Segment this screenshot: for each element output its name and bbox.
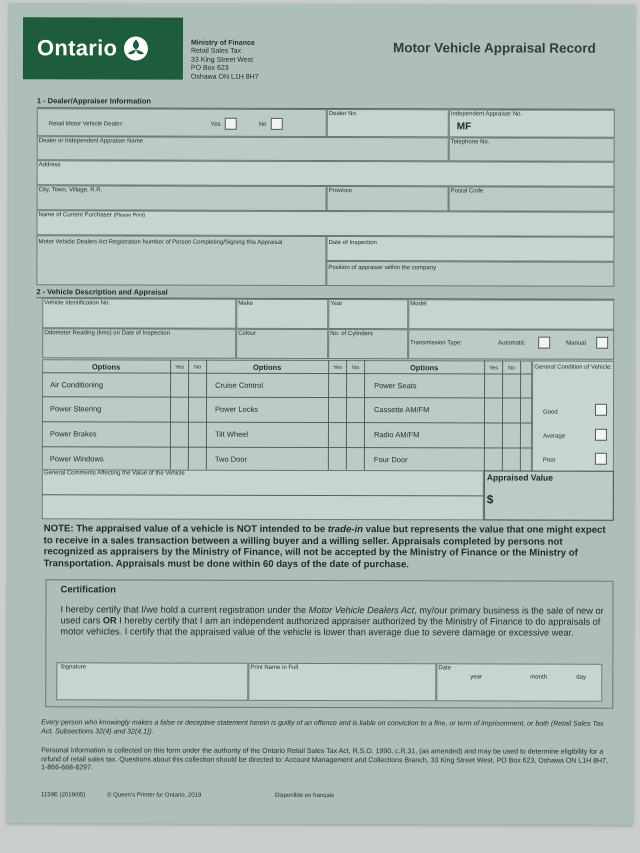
appraiser-position-label: Position of appraiser within the company (328, 265, 437, 272)
model-label: Model (410, 301, 427, 308)
address-label: Address (38, 162, 61, 169)
section1-title: 1 - Dealer/Appraiser Information (36, 96, 152, 106)
odometer-label: Odometer Reading (kms) on Date of Inspection (44, 330, 170, 337)
signature-label: Signature (60, 664, 87, 671)
no-header: No (194, 364, 202, 371)
options-header-2: Options (252, 362, 282, 372)
trillium-icon (123, 35, 149, 61)
no-header: No (352, 365, 360, 372)
address-line: Oshawa ON L1H 8H7 (190, 73, 259, 81)
registration-number-label: Motor Vehicle Dealers Act Registration Number of Person Completing/Signing this Appraisal (38, 239, 283, 246)
appraised-value-label: Appraised Value (486, 472, 553, 483)
option-power-seats: Power Seats (374, 381, 417, 391)
form-title: Motor Vehicle Appraisal Record (392, 40, 596, 56)
yes-header: Yes (333, 365, 343, 372)
print-name-label: Print Name in Full (250, 664, 299, 671)
make-label: Make (238, 300, 253, 307)
appraisal-note: NOTE: The appraised value of a vehicle is NOT intended to be trade-in value but represents the value that one might expect to receive in a sales transaction between a willing buyer and a willing seller. Appraisals completed by persons not recognized as appraisers by the Ministry of Finance, will not be accepted by the Ministry of Finance or the Ministry of Transportation. Appraisals must be done within 60 days of the date of purchase. (43, 523, 606, 571)
condition-poor-label: Poor (542, 457, 556, 464)
dealer-no-label: Dealer No. (328, 111, 358, 118)
option-power-locks: Power Locks (215, 404, 258, 414)
french-availability: Disponible en français (274, 792, 335, 800)
date-day-label: day (576, 674, 587, 681)
ministry-address (191, 40, 259, 82)
address-line: PO Box 623 (190, 64, 229, 72)
option-cruise-control: Cruise Control (215, 380, 264, 390)
option-power-brakes: Power Brakes (49, 429, 97, 439)
options-header-3: Options (409, 363, 439, 373)
option-two-door: Two Door (214, 454, 248, 464)
option-tilt-wheel: Tilt Wheel (214, 429, 249, 439)
dealer-name-label: Dealer or Independent Appraiser Name (38, 138, 144, 145)
option-four-door: Four Door (373, 455, 408, 465)
certification-text: I hereby certify that I/we hold a current registration under the Motor Vehicle Dealers Act, my/our primary business is the sale of new or used cars OR I hereby certify that I am an independent authorized appraiser authorized by the Ministry of Finance to do appraisals of motor vehicles. I certify that the appraised value of the vehicle is lower than average due to severe damage or excessive wear. (60, 604, 604, 639)
condition-header: General Condition of Vehicle: (534, 364, 612, 371)
city-label: City, Town, Village, R.R. (38, 187, 103, 194)
dealer-no-checkbox[interactable] (271, 118, 283, 130)
form-number: 1159E (2019/05) (40, 792, 86, 799)
model-field[interactable] (408, 299, 614, 330)
option-power-windows: Power Windows (49, 454, 104, 464)
colour-label: Colour (238, 330, 256, 337)
options-header-1: Options (91, 362, 121, 372)
options-grid (42, 359, 532, 472)
condition-good-checkbox[interactable] (595, 404, 607, 416)
telephone-label: Telephone No. (450, 139, 490, 146)
yes-header: Yes (489, 365, 499, 372)
logo-text: Ontario (36, 35, 118, 61)
province-label: Province (328, 188, 352, 195)
option-cassette: Cassette AM/FM (373, 405, 430, 415)
no-header: No (508, 365, 516, 372)
condition-good-label: Good (542, 409, 558, 416)
option-radio: Radio AM/FM (373, 430, 420, 440)
vin-label: Vehicle Identification No. (44, 300, 111, 307)
retail-dealer-label: Retail Motor Vehicle Dealer: (48, 121, 124, 128)
purchaser-name-label: Name of Current Purchaser (Please Print) (38, 212, 146, 219)
dealer-yes-checkbox[interactable] (225, 118, 237, 130)
date-year-label: year (470, 674, 482, 681)
address-line: Retail Sales Tax (190, 48, 242, 56)
condition-poor-checkbox[interactable] (595, 453, 607, 465)
no-label: No (258, 121, 267, 128)
postal-code-label: Postal Code (450, 188, 484, 195)
dollar-sign: $ (486, 492, 494, 507)
cylinders-label: No. of Cylinders (330, 331, 373, 338)
certification-box (45, 579, 613, 708)
general-comments-label: General Comments Affecting the Value of the Vehicle (43, 470, 185, 477)
condition-average-label: Average (542, 433, 566, 440)
automatic-checkbox[interactable] (538, 337, 550, 349)
option-air-conditioning: Air Conditioning (50, 380, 104, 390)
offence-notice: Every person who knowingly makes a false or deceptive statement herein is guilty of an offence and is liable on conviction to a fine, or term of imprisonment, or both (Retail Sales Tax Act, Subsections 32(4) and 32(4.1)). (41, 719, 604, 736)
independent-appraiser-no-label: Independent Appraiser No. (450, 111, 523, 118)
transmission-label: Transmission Type: (410, 340, 462, 347)
manual-label: Manual (566, 340, 586, 347)
certification-title: Certification (60, 584, 116, 596)
option-power-steering: Power Steering (50, 404, 102, 414)
condition-average-checkbox[interactable] (595, 429, 607, 441)
address-line: 33 King Street West (190, 56, 254, 64)
ministry-name: Ministry of Finance (190, 39, 255, 47)
manual-checkbox[interactable] (596, 337, 608, 349)
date-label: Date (438, 665, 452, 672)
privacy-notice: Personal information is collected on this form under the authority of the Ontario Retail Sales Tax Act, R.S.O. 1990, c.R.31, (as amended) and may be used to determine eligibility for a refund of retail sales tax. Questions about this collection should be directed to: Account Management and Collections Branch, 33 King Street West, PO Box 623, Oshawa ON L1H 8H7, 1-866-668-8297. (41, 747, 608, 772)
yes-label: Yes (210, 121, 221, 128)
copyright: © Queen's Printer for Ontario, 2019 (106, 792, 202, 799)
independent-appraiser-no-value: MF (456, 121, 472, 133)
automatic-label: Automatic (498, 340, 525, 347)
date-month-label: month (530, 674, 548, 681)
appraisal-form-sheet (7, 3, 635, 825)
section2-title: 2 - Vehicle Description and Appraisal (36, 287, 168, 297)
inspection-date-label: Date of Inspection (328, 240, 377, 247)
yes-header: Yes (175, 364, 185, 371)
ontario-logo (23, 17, 183, 79)
date-field[interactable] (436, 663, 602, 701)
address-field[interactable] (37, 160, 615, 187)
year-label: Year (330, 301, 343, 308)
